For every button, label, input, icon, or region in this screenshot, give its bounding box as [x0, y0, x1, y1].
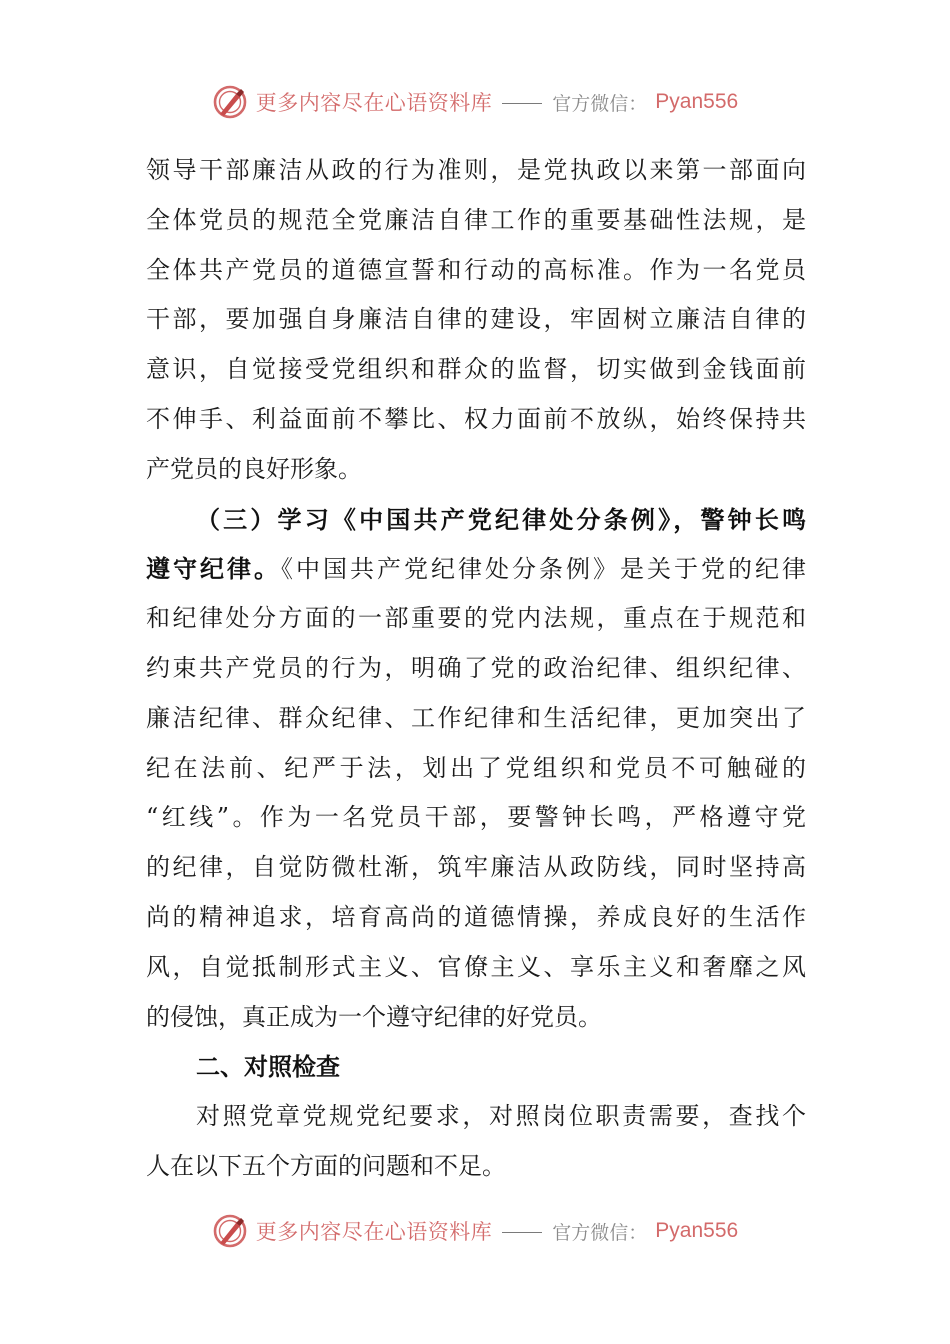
text-line: 和纪律处分方面的一部重要的党内法规，重点在于规范和 — [146, 604, 806, 633]
text-line: 意识，自觉接受党组织和群众的监督，切实做到金钱面前 — [146, 355, 806, 384]
subsection-heading: （三）学习《中国共产党纪律处分条例》，警钟长鸣 — [196, 504, 806, 534]
text-segment: 《中国共产党纪律处分条例》是关于党的纪律 — [281, 555, 806, 584]
watermark-text: 更多内容尽在心语资料库 — [255, 1220, 493, 1244]
text-line: 不伸手、利益面前不攀比、权力面前不放纵，始终保持共 — [146, 404, 806, 433]
section-heading: 二、对照检查 — [196, 1052, 340, 1082]
text-line: 人在以下五个方面的问题和不足。 — [146, 1151, 506, 1180]
pen-logo-icon — [212, 84, 248, 120]
watermark-id: Pyan556 — [655, 90, 739, 113]
text-line: “红线”。作为一名党员干部，要警钟长鸣，严格遵守党 — [146, 803, 806, 832]
section-2 — [146, 1042, 806, 1191]
text-line: 的侵蚀，真正成为一个遵守纪律的好党员。 — [146, 1002, 602, 1031]
paragraph-2 — [146, 495, 806, 1043]
text-line: 对照党章党规党纪要求，对照岗位职责需要，查找个 — [196, 1102, 806, 1131]
paragraph-1 — [146, 146, 806, 495]
watermark-banner-bottom — [0, 1211, 950, 1251]
watermark-label: 官方微信： — [552, 92, 648, 115]
text-line: 全体共产党员的道德宣誓和行动的高标准。作为一名党员 — [146, 255, 806, 284]
pen-logo-icon — [212, 1213, 248, 1249]
text-line: 全体党员的规范全党廉洁自律工作的重要基础性法规，是 — [146, 205, 806, 234]
text-line: 廉洁纪律、群众纪律、工作纪律和生活纪律，更加突出了 — [146, 703, 806, 732]
watermark-label: 官方微信： — [552, 1221, 648, 1244]
watermark-text: 更多内容尽在心语资料库 — [255, 91, 493, 115]
text-line: 产党员的良好形象。 — [146, 454, 362, 483]
document-body — [146, 146, 806, 1192]
watermark-banner-top — [0, 82, 950, 122]
text-line — [146, 544, 806, 594]
watermark-dash — [502, 1232, 542, 1233]
watermark-id: Pyan556 — [655, 1219, 739, 1242]
text-line: 尚的精神追求，培育高尚的道德情操，养成良好的生活作 — [146, 902, 806, 931]
watermark-dash — [502, 103, 542, 104]
text-line: 的纪律，自觉防微杜渐，筑牢廉洁从政防线，同时坚持高 — [146, 853, 806, 882]
text-line: 领导干部廉洁从政的行为准则，是党执政以来第一部面向 — [146, 156, 806, 184]
subsection-heading-continued: 遵守纪律。 — [146, 554, 281, 584]
text-line: 干部，要加强自身廉洁自律的建设，牢固树立廉洁自律的 — [146, 305, 806, 334]
text-line: 纪在法前、纪严于法，划出了党组织和党员不可触碰的 — [146, 753, 806, 782]
text-line: 约束共产党员的行为，明确了党的政治纪律、组织纪律、 — [146, 653, 806, 682]
text-line: 风，自觉抵制形式主义、官僚主义、享乐主义和奢靡之风 — [146, 952, 806, 981]
